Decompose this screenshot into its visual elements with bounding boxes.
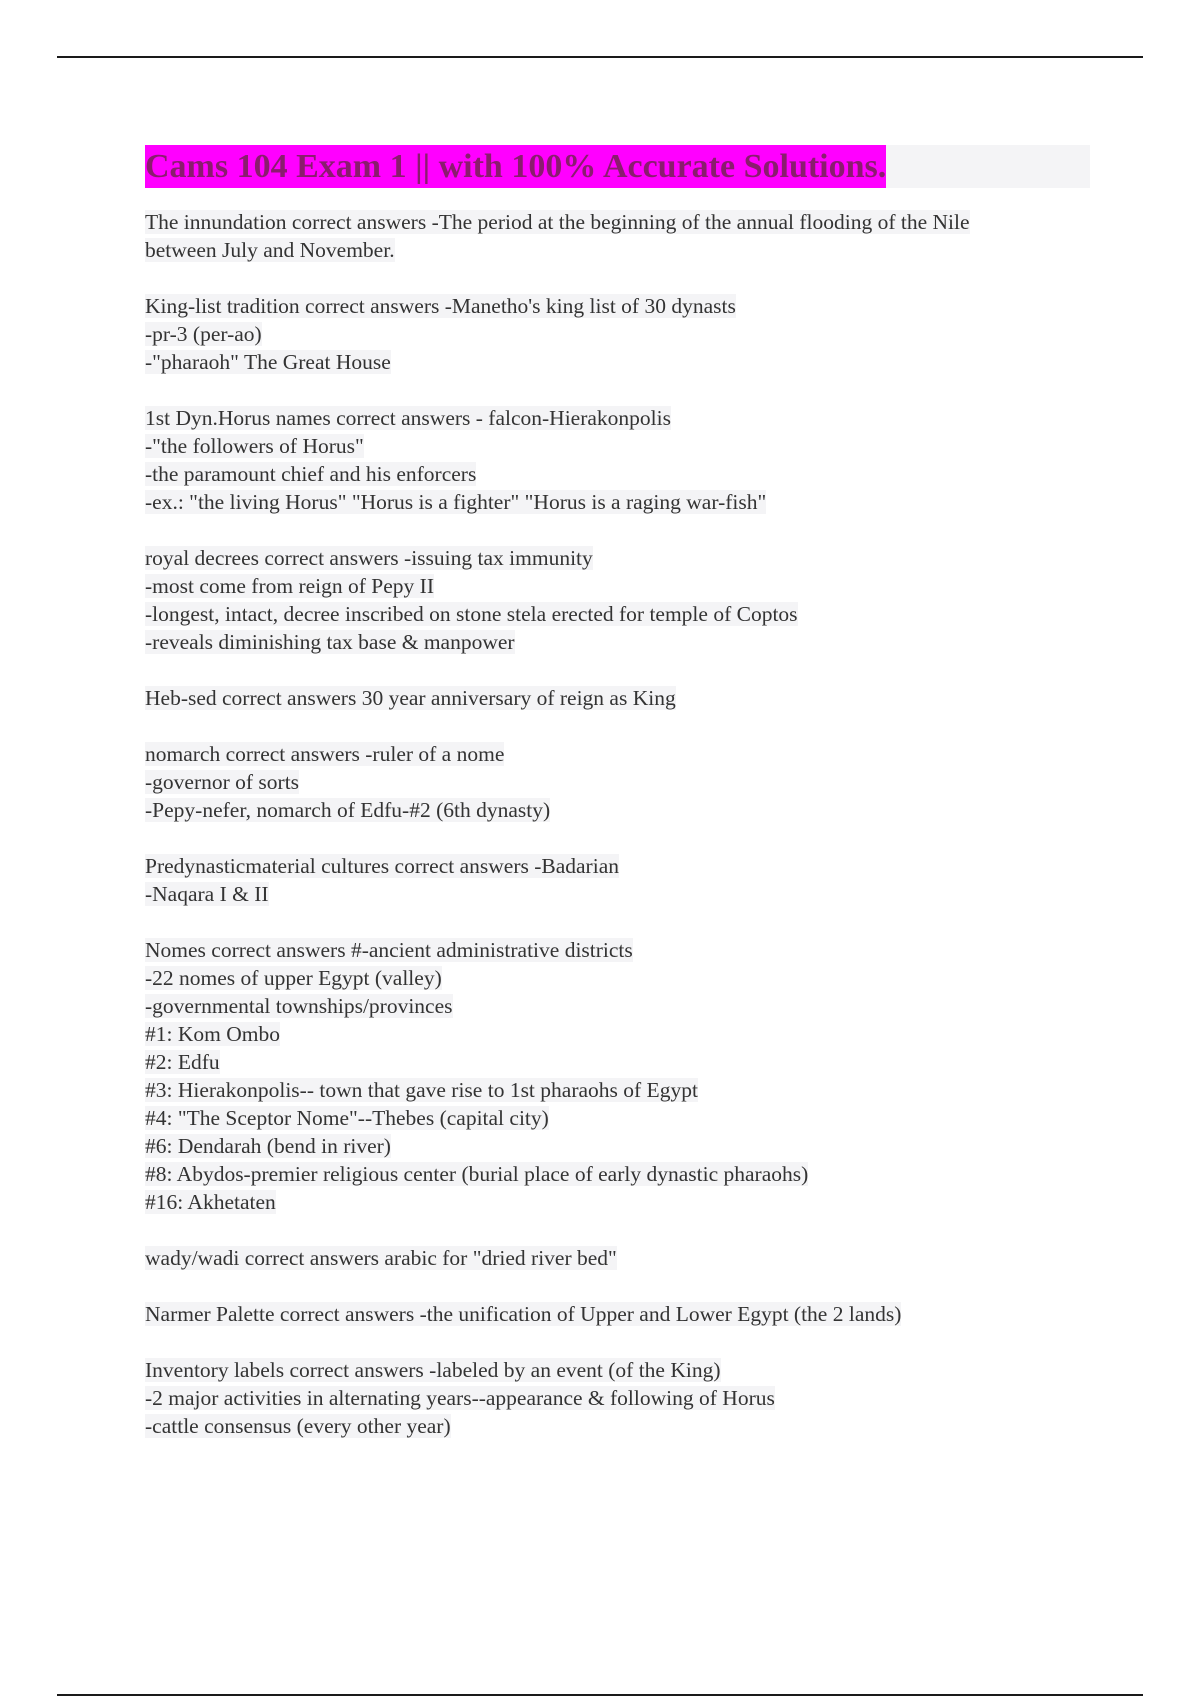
qa-line-text: between July and November.: [145, 238, 395, 262]
qa-line-text: -governmental townships/provinces: [145, 994, 453, 1018]
qa-line-text: -"the followers of Horus": [145, 434, 364, 458]
qa-entry: [145, 684, 1090, 712]
qa-entries-list: [145, 208, 1090, 1440]
qa-line: [145, 796, 1090, 824]
qa-line: [145, 852, 1090, 880]
qa-entry: [145, 740, 1090, 824]
qa-line: [145, 1188, 1090, 1216]
qa-line-text: -ex.: "the living Horus" "Horus is a fighter" "Horus is a raging war-fish": [145, 490, 767, 514]
qa-line-text: #16: Akhetaten: [145, 1190, 276, 1214]
qa-line-text: -pr-3 (per-ao): [145, 322, 262, 346]
qa-line: [145, 208, 1090, 236]
qa-line: [145, 348, 1090, 376]
qa-line-text: #1: Kom Ombo: [145, 1022, 280, 1046]
qa-line: [145, 936, 1090, 964]
qa-line: [145, 684, 1090, 712]
qa-line-text: -governor of sorts: [145, 770, 300, 794]
qa-line-text: 1st Dyn.Horus names correct answers - falcon-Hierakonpolis: [145, 406, 671, 430]
qa-line: [145, 1384, 1090, 1412]
qa-line: [145, 600, 1090, 628]
qa-line-text: -the paramount chief and his enforcers: [145, 462, 477, 486]
qa-line: [145, 964, 1090, 992]
qa-entry: [145, 1244, 1090, 1272]
qa-line: [145, 1300, 1090, 1328]
qa-line: [145, 292, 1090, 320]
qa-line-text: #8: Abydos-premier religious center (burial place of early dynastic pharaohs): [145, 1162, 809, 1186]
qa-line-text: -22 nomes of upper Egypt (valley): [145, 966, 442, 990]
qa-line: [145, 1412, 1090, 1440]
qa-line-text: wady/wadi correct answers arabic for "dried river bed": [145, 1246, 617, 1270]
qa-line-text: nomarch correct answers -ruler of a nome: [145, 742, 505, 766]
qa-entry: [145, 1356, 1090, 1440]
qa-line-text: #4: "The Sceptor Nome"--Thebes (capital city): [145, 1106, 549, 1130]
qa-line-text: The innundation correct answers -The period at the beginning of the annual flooding of the Nile: [145, 210, 970, 234]
qa-line: [145, 768, 1090, 796]
qa-line-text: royal decrees correct answers -issuing tax immunity: [145, 546, 593, 570]
qa-entry: [145, 404, 1090, 516]
qa-line: [145, 1356, 1090, 1384]
qa-line: [145, 1104, 1090, 1132]
qa-line-text: -2 major activities in alternating years--appearance & following of Horus: [145, 1386, 775, 1410]
qa-line: [145, 1132, 1090, 1160]
qa-line: [145, 1244, 1090, 1272]
document-body: [145, 145, 1090, 1468]
qa-line: [145, 236, 1090, 264]
qa-line-text: King-list tradition correct answers -Manetho's king list of 30 dynasts: [145, 294, 736, 318]
qa-line-text: Heb-sed correct answers 30 year anniversary of reign as King: [145, 686, 676, 710]
qa-entry: [145, 1300, 1090, 1328]
qa-line: [145, 1020, 1090, 1048]
qa-line-text: -longest, intact, decree inscribed on stone stela erected for temple of Coptos: [145, 602, 798, 626]
qa-line: [145, 544, 1090, 572]
qa-line-text: #6: Dendarah (bend in river): [145, 1134, 391, 1158]
qa-line-text: #2: Edfu: [145, 1050, 220, 1074]
qa-line: [145, 1076, 1090, 1104]
qa-line: [145, 572, 1090, 600]
qa-line: [145, 488, 1090, 516]
qa-line-text: -reveals diminishing tax base & manpower: [145, 630, 515, 654]
qa-line: [145, 992, 1090, 1020]
qa-line-text: -cattle consensus (every other year): [145, 1414, 451, 1438]
qa-line: [145, 740, 1090, 768]
qa-line-text: #3: Hierakonpolis-- town that gave rise to 1st pharaohs of Egypt: [145, 1078, 698, 1102]
qa-line-text: -Pepy-nefer, nomarch of Edfu-#2 (6th dynasty): [145, 798, 551, 822]
qa-line-text: Predynasticmaterial cultures correct answers -Badarian: [145, 854, 619, 878]
document-title: Cams 104 Exam 1 || with 100% Accurate Solutions.: [145, 145, 886, 188]
qa-line-text: Inventory labels correct answers -labeled by an event (of the King): [145, 1358, 721, 1382]
top-rule: [57, 56, 1143, 58]
qa-line-text: -most come from reign of Pepy II: [145, 574, 434, 598]
qa-entry: [145, 936, 1090, 1216]
title-bar: [145, 145, 1090, 188]
qa-entry: [145, 208, 1090, 264]
qa-line-text: -Naqara I & II: [145, 882, 269, 906]
qa-line-text: -"pharaoh" The Great House: [145, 350, 391, 374]
qa-line: [145, 1160, 1090, 1188]
qa-line: [145, 880, 1090, 908]
qa-line: [145, 404, 1090, 432]
qa-line: [145, 432, 1090, 460]
qa-entry: [145, 544, 1090, 656]
bottom-rule: [57, 1694, 1143, 1696]
qa-entry: [145, 292, 1090, 376]
qa-line: [145, 628, 1090, 656]
qa-line: [145, 320, 1090, 348]
qa-line: [145, 460, 1090, 488]
qa-line: [145, 1048, 1090, 1076]
qa-line-text: Nomes correct answers #-ancient administrative districts: [145, 938, 633, 962]
qa-line-text: Narmer Palette correct answers -the unification of Upper and Lower Egypt (the 2 lands): [145, 1302, 902, 1326]
qa-entry: [145, 852, 1090, 908]
